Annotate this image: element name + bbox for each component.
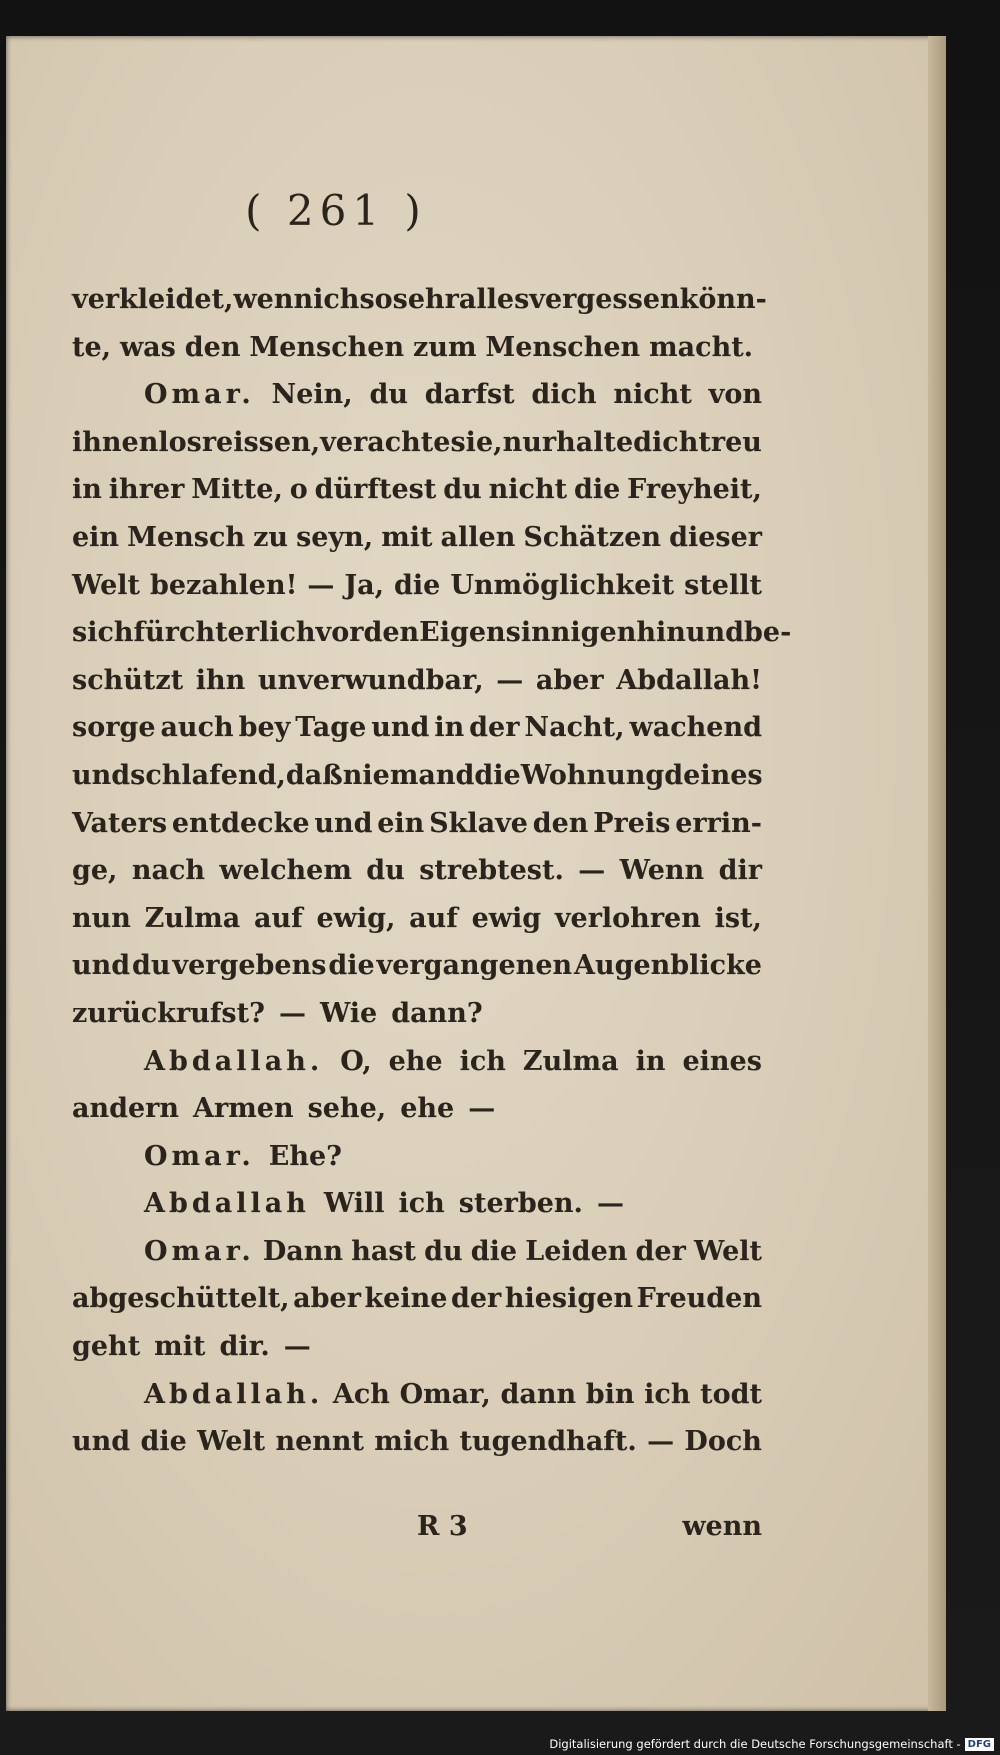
speaker-word: Omar. (144, 379, 255, 411)
word: verachte (320, 426, 451, 458)
word: zurückrufst? (72, 997, 265, 1029)
word: verlohren (554, 902, 701, 934)
word: ewig, (316, 902, 396, 934)
word: deines (664, 759, 763, 791)
word: daß (285, 759, 343, 791)
word: ihrer (108, 474, 185, 506)
word: was (119, 331, 176, 363)
word: welchem (219, 855, 352, 887)
word: den (363, 617, 420, 649)
word: zu (253, 521, 289, 553)
word: mit (154, 1331, 206, 1363)
word: abgeschüttelt, (72, 1283, 290, 1315)
text-line (72, 562, 762, 610)
word: sehe, (307, 1093, 387, 1125)
word: die (140, 1426, 187, 1458)
word: dieser (669, 521, 762, 553)
word: andern (72, 1093, 180, 1125)
word: Dann (262, 1235, 344, 1267)
text-line (72, 1275, 762, 1323)
page-header: ( 261 ) (245, 186, 427, 235)
word: den (184, 331, 241, 363)
word: Menschen (485, 331, 641, 363)
word: — (307, 569, 335, 601)
word: könn- (679, 284, 767, 315)
word: du (424, 1235, 463, 1267)
word: darfst (424, 379, 515, 411)
word: sorge (72, 712, 156, 744)
word: auch (160, 712, 234, 744)
word: sehr (392, 284, 459, 315)
text-line (72, 466, 762, 514)
word: Freuden (636, 1283, 762, 1315)
word: Sklave (429, 807, 528, 839)
word: eines (682, 1045, 762, 1077)
word: die (394, 569, 441, 601)
word: nicht (488, 474, 568, 506)
text-line (72, 1228, 762, 1276)
word: schlafend, (130, 759, 286, 791)
word: sich (72, 617, 134, 649)
word: Armen (193, 1093, 294, 1125)
word: Welt (693, 1235, 762, 1267)
word: aber (535, 664, 604, 696)
speaker-word: Abdallah (144, 1188, 310, 1220)
word: Doch (684, 1426, 762, 1458)
dfg-logo: DFG (965, 1738, 994, 1751)
word: der (450, 1283, 502, 1315)
word: ein (377, 807, 425, 839)
word: Mensch (127, 521, 246, 553)
word: und (72, 950, 131, 982)
word: keine (364, 1283, 448, 1315)
word: Zulma (144, 902, 241, 934)
word: ehe (400, 1093, 455, 1125)
word: Menschen (249, 331, 405, 363)
book-page (6, 36, 946, 1711)
word: Welt (197, 1426, 266, 1458)
word: ewig (471, 902, 542, 934)
word: vergangenen (376, 950, 573, 982)
word: in (72, 474, 102, 506)
word: ihn (195, 664, 246, 696)
word: die (474, 759, 521, 791)
text-line (72, 1418, 762, 1466)
word: Schätzen (523, 521, 662, 553)
word: ihnen (72, 426, 159, 458)
text-line (72, 514, 762, 562)
word: die (573, 474, 621, 506)
word: dir (718, 855, 762, 887)
word: vergessen (529, 284, 680, 315)
word: Wenn (619, 855, 705, 887)
word: und (72, 759, 131, 791)
text-line (72, 895, 762, 943)
word: ich (398, 1188, 445, 1220)
word: du (132, 950, 171, 982)
text-line (72, 609, 792, 657)
word: du (443, 474, 482, 506)
word: te, (72, 331, 112, 363)
word: tugendhaft. (459, 1426, 637, 1458)
word: mit (381, 521, 433, 553)
word: wachend (629, 712, 762, 744)
word: Zulma (522, 1045, 619, 1077)
word: auf (409, 902, 458, 934)
word: Unmöglichkeit (450, 569, 675, 601)
text-line (72, 800, 762, 848)
word: Freyheit, (627, 474, 762, 506)
word: dich (531, 379, 597, 411)
word: treu (698, 426, 762, 458)
text-line (72, 419, 762, 467)
word: nur (502, 426, 557, 458)
text-line (72, 276, 767, 324)
word: auf (253, 902, 303, 934)
word: — (278, 997, 306, 1029)
text-line (72, 1038, 762, 1086)
word: — (578, 855, 606, 887)
speaker-word: Abdallah. (144, 1045, 324, 1077)
word: dann (500, 1378, 577, 1410)
credit-text: Digitalisierung gefördert durch die Deutsche Forschungsgemeinschaft - (549, 1737, 961, 1751)
word: todt (700, 1378, 762, 1410)
word: ist, (714, 902, 762, 934)
word: ich (459, 1045, 506, 1077)
word: — (283, 1331, 311, 1363)
word: wenn (233, 284, 314, 315)
word: die (470, 1235, 518, 1267)
text-line (72, 752, 762, 800)
word: schützt (72, 664, 184, 696)
text-line (72, 1371, 762, 1419)
word: be- (744, 617, 792, 649)
word: dir. (219, 1331, 270, 1363)
text-line (72, 657, 762, 705)
word: hiesigen (504, 1283, 634, 1315)
word: Ja, (344, 569, 385, 601)
digitization-credit (549, 1737, 994, 1751)
text-line (72, 1180, 762, 1228)
text-line (72, 942, 762, 990)
word: entdecke (171, 807, 310, 839)
word: geht (72, 1331, 141, 1363)
word: hin (636, 617, 686, 649)
word: Augenblicke (574, 950, 762, 982)
word: verkleidet, (72, 284, 234, 315)
word: — (647, 1426, 675, 1458)
word: den (532, 807, 589, 839)
word: Ach (332, 1378, 390, 1410)
word: in (635, 1045, 666, 1077)
word: stellt (684, 569, 762, 601)
word: ehe (388, 1045, 443, 1077)
word: zum (412, 331, 477, 363)
word: mich (374, 1426, 450, 1458)
word: ein (72, 521, 120, 553)
word: — (596, 1188, 624, 1220)
signature-mark: R 3 (417, 1511, 468, 1542)
word: du (369, 379, 408, 411)
word: Ehe? (268, 1140, 342, 1172)
text-line (72, 371, 762, 419)
word: bey (238, 712, 291, 744)
text-line (72, 990, 762, 1038)
page-foot (72, 1511, 762, 1559)
word: dürftest (314, 474, 437, 506)
word: die (328, 950, 375, 982)
word: ge, (72, 855, 118, 887)
word: errin- (675, 807, 762, 839)
word: in (434, 712, 465, 744)
text-line (72, 847, 762, 895)
text-line (72, 324, 762, 372)
body-text (72, 276, 792, 1466)
word: bin (585, 1378, 635, 1410)
word: losreissen, (158, 426, 321, 458)
word: und (314, 807, 373, 839)
word: alles (458, 284, 530, 315)
word: Welt (72, 569, 141, 601)
word: aber (293, 1283, 361, 1315)
word: vor (315, 617, 364, 649)
word: nach (131, 855, 206, 887)
word: hast (351, 1235, 416, 1267)
speaker-word: Omar. (144, 1235, 255, 1267)
word: nun (72, 902, 131, 934)
word: Wohnung (520, 759, 665, 791)
word: halte (556, 426, 634, 458)
word: allen (440, 521, 516, 553)
word: Vaters (72, 807, 168, 839)
word: so (359, 284, 393, 315)
word: nennt (275, 1426, 364, 1458)
word: Preis (593, 807, 671, 839)
word: und (685, 617, 745, 649)
word: Nein, (271, 379, 353, 411)
word: Omar, (399, 1378, 491, 1410)
word: fürchterlich (133, 617, 316, 649)
word: Tage (295, 712, 367, 744)
word: von (708, 379, 762, 411)
word: dann? (391, 997, 483, 1029)
speaker-word: Abdallah. (144, 1378, 324, 1410)
word: Eigensinnigen (419, 617, 637, 649)
word: du (366, 855, 405, 887)
word: der (469, 712, 520, 744)
page-edge (928, 36, 946, 1711)
text-line (72, 1133, 762, 1181)
word: strebtest. (419, 855, 564, 887)
text-line (72, 1085, 762, 1133)
text-line (72, 1323, 762, 1371)
word: ich (313, 284, 360, 315)
word: und (72, 1426, 131, 1458)
speaker-word: Omar. (144, 1140, 255, 1172)
word: sterben. (458, 1188, 583, 1220)
word: o (289, 474, 308, 506)
word: unverwundbar, (257, 664, 484, 696)
word: sie, (450, 426, 503, 458)
catchword: wenn (682, 1511, 762, 1542)
word: Wie (319, 997, 378, 1029)
word: Mitte, (191, 474, 283, 506)
word: bezahlen! (150, 569, 298, 601)
word: Abdallah! (616, 664, 762, 696)
word: Will (323, 1188, 385, 1220)
word: der (635, 1235, 686, 1267)
word: seyn, (296, 521, 374, 553)
word: — (496, 664, 524, 696)
word: niemand (342, 759, 475, 791)
word: vergebens (172, 950, 327, 982)
word: ich (644, 1378, 691, 1410)
word: und (371, 712, 430, 744)
word: macht. (649, 331, 754, 363)
word: Nacht, (524, 712, 625, 744)
word: O, (340, 1045, 372, 1077)
word: dich (633, 426, 699, 458)
word: Leiden (525, 1235, 628, 1267)
word: nicht (613, 379, 692, 411)
text-line (72, 704, 762, 752)
word: — (468, 1093, 496, 1125)
